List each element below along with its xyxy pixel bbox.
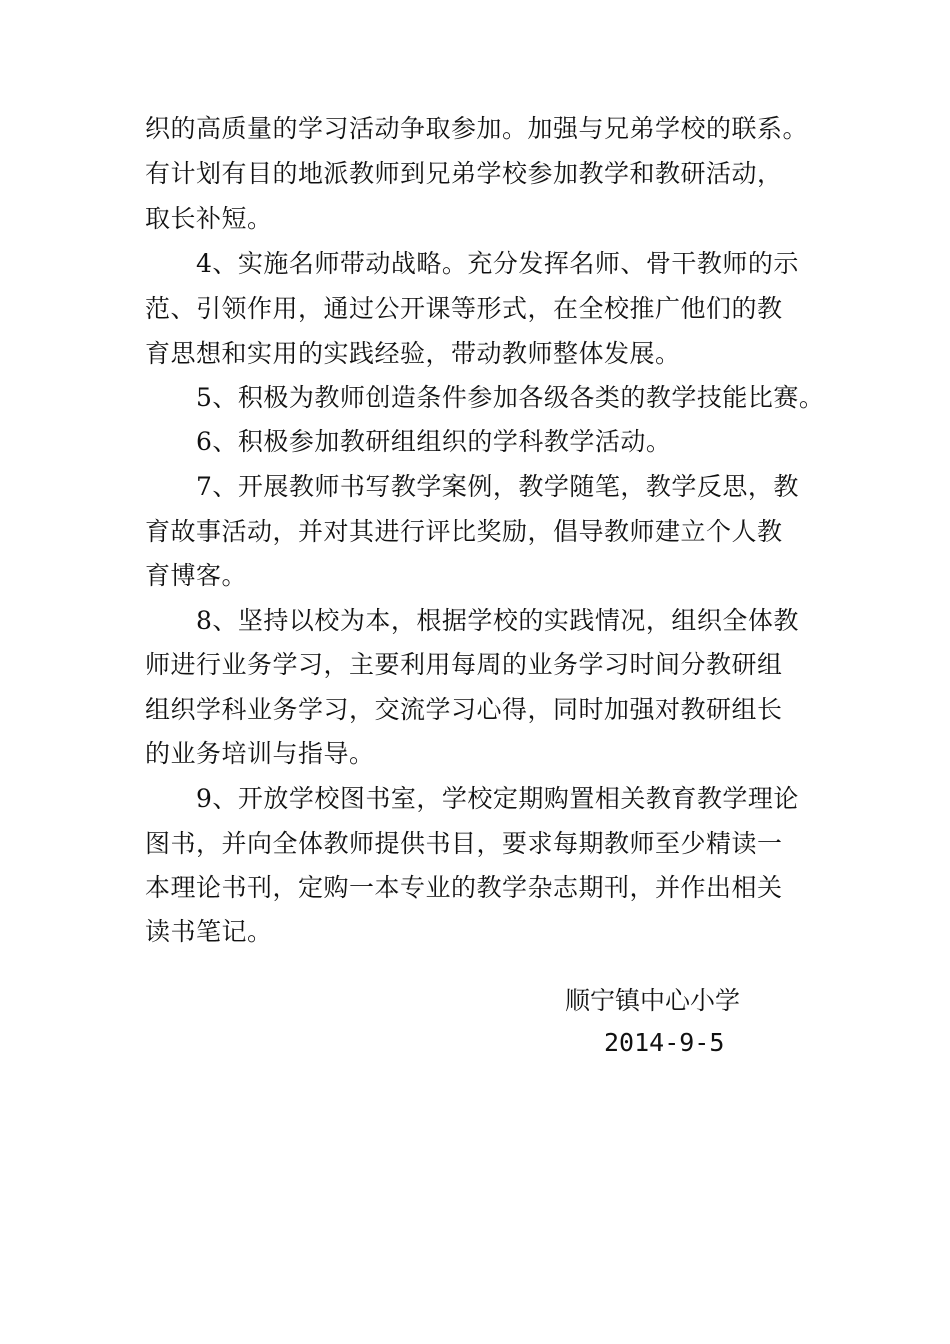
body-text-line: 范、引领作用，通过公开课等形式，在全校推广他们的教 [145, 294, 783, 323]
body-text-line: 有计划有目的地派教师到兄弟学校参加教学和教研活动， [145, 159, 783, 188]
body-text-line: 9、开放学校图书室，学校定期购置相关教育教学理论 [196, 784, 799, 813]
body-text-line: 育思想和实用的实践经验，带动教师整体发展。 [145, 339, 681, 368]
body-text-line: 育故事活动，并对其进行评比奖励，倡导教师建立个人教 [145, 517, 783, 546]
body-text-line: 织的高质量的学习活动争取参加。加强与兄弟学校的联系。 [145, 114, 809, 143]
body-text-line: 组织学科业务学习，交流学习心得，同时加强对教研组长 [145, 695, 783, 724]
signature-date: 2014-9-5 [604, 1028, 725, 1057]
body-text-line: 7、开展教师书写教学案例，教学随笔，教学反思，教 [196, 472, 799, 501]
body-text-line: 本理论书刊，定购一本专业的教学杂志期刊，并作出相关 [145, 873, 783, 902]
body-text-line: 6、积极参加教研组组织的学科教学活动。 [196, 427, 672, 456]
body-text-line: 的业务培训与指导。 [145, 739, 375, 768]
body-text-line: 读书笔记。 [145, 917, 273, 946]
body-text-line: 图书，并向全体教师提供书目，要求每期教师至少精读一 [145, 829, 783, 858]
signature-organization: 顺宁镇中心小学 [565, 986, 741, 1015]
body-text-line: 师进行业务学习，主要利用每周的业务学习时间分教研组 [145, 650, 783, 679]
body-text-line: 5、积极为教师创造条件参加各级各类的教学技能比赛。 [196, 383, 825, 412]
body-text-line: 4、实施名师带动战略。充分发挥名师、骨干教师的示 [196, 249, 799, 278]
body-text-line: 8、坚持以校为本，根据学校的实践情况，组织全体教 [196, 606, 799, 635]
body-text-line: 育博客。 [145, 561, 248, 590]
body-text-line: 取长补短。 [145, 204, 273, 233]
